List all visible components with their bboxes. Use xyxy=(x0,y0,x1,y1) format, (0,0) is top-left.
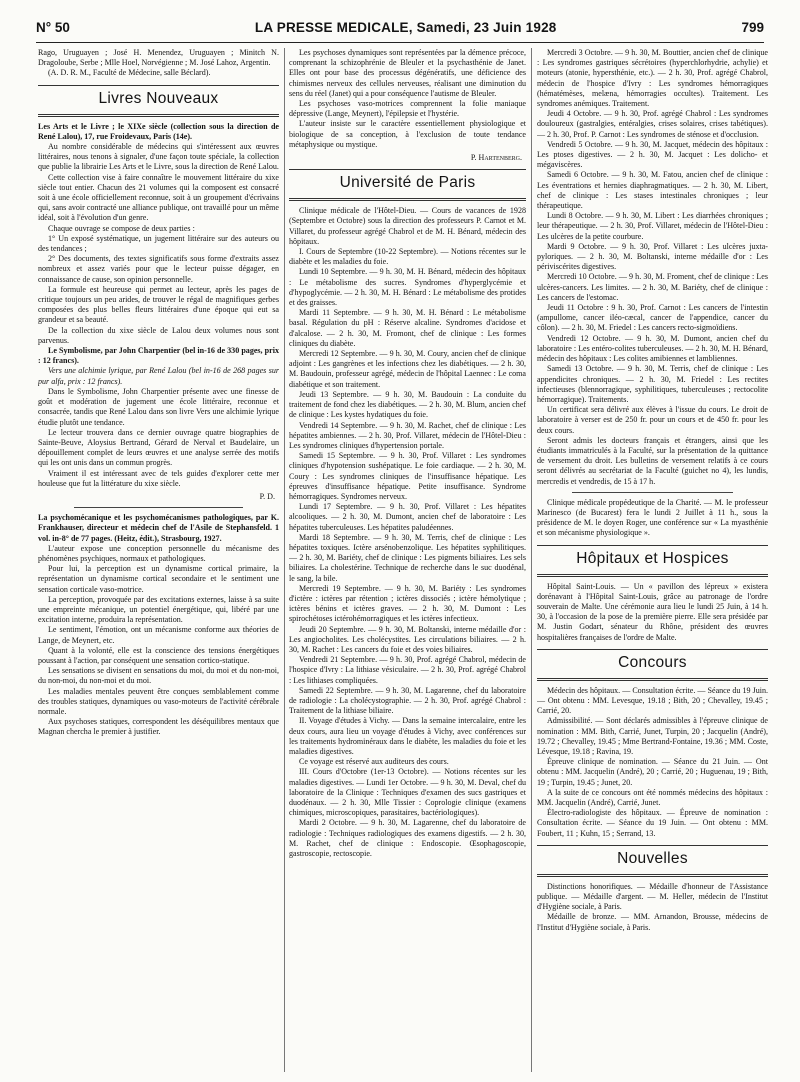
paragraph: Cette collection vise à faire connaître le mouvement littéraire du xixe siècle tout entier. Chacun des 21 volumes qui la composent est consacré soit à une école officiellement reconnue, soit à un groupement d'écrivains qui, sans avoir contracté une alliance publique, ont travaillé pour un même idéal, soit à l'évolution d'un genre. xyxy=(38,172,279,223)
paragraph: Épreuve clinique de nomination. — Séance du 21 Juin. — Ont obtenu : MM. Jacquelin (André), 20 ; Carrié, 20 ; Huguenau, 19 ; Bith, 19 ; Turpin, 19.45 ; Junet, 20. xyxy=(537,757,768,787)
paragraph: Le Symbolisme, par John Charpentier (bel in-16 de 330 pages, prix : 12 francs). xyxy=(38,346,279,366)
divider xyxy=(38,85,279,86)
paragraph: Au nombre considérable de médecins qui s'intéressent aux œuvres littéraires, nous tenons à signaler, d'une façon toute spéciale, la collection que publie la librairie Les Arts et le Livre, sous la direction de René Lalou. xyxy=(38,142,279,172)
schedule-entry: Jeudi 20 Septembre. — 9 h. 30, M. Boltanski, interne médaille d'or : Les angiocholites. Les cholécystites. Les circulations biliaires. — 2 h. 30, M. Rachet : Les cancers du foie et des voies biliaires. xyxy=(289,624,526,654)
schedule-entry: Mercredi 12 Septembre. — 9 h. 30, M. Coury, ancien chef de clinique adjoint : Les gangrènes et les infections chez les diabétiques. — 2 h. 30, M. Baudouin, professeur agrégé, médecin de l'hôpital Laennec : Le coma diabétique et son traitement. xyxy=(289,349,526,389)
paragraph: Les maladies mentales peuvent être conçues semblablement comme des troubles statiques, dynamiques ou vaso-moteurs de l'activité cérébrale normale. xyxy=(38,686,279,716)
section-title-livres: Livres Nouveaux xyxy=(98,89,219,107)
divider xyxy=(537,874,768,877)
header-rule xyxy=(36,42,764,43)
paragraph: Clinique médicale de l'Hôtel-Dieu. — Cours de vacances de 1928 (Septembre et Octobre) sous la direction des professeurs P. Carnot et M. Villaret, du professeur agrégé Chabrol et de M. H. Bénard, médecin des hôpitaux. xyxy=(289,206,526,246)
signature: P. D. xyxy=(259,491,275,501)
signature: P. Hartenberg. xyxy=(470,153,522,163)
schedule-entry: Mercredi 10 Octobre. — 9 h. 30, M. Froment, chef de clinique : Les ulcères-cancers. Les limites. — 2 h. 30, M. Bariéty, chef de clinique : Les cancers de l'estomac. xyxy=(537,272,768,302)
masthead-title: LA PRESSE MEDICALE, Samedi, 23 Juin 1928 xyxy=(254,20,557,35)
schedule-entry: Mardi 11 Septembre. — 9 h. 30, M. H. Bénard : Le métabolisme basal. Régulation du pH : Réserve alcaline. Syndromes d'acidose et d'alcalose. — 2 h. 30, M. Fromont, chef de clinique : Les formes cliniques du diabète. xyxy=(289,308,526,348)
divider xyxy=(289,169,526,170)
paragraph: La formule est heureuse qui permet au lecteur, après les pages de critique toujours un peu arides, de trouver le régal de magnifiques gerbes composées des plus belles fleurs littéraires d'une époque qui eut sa grandeur et sa beauté. xyxy=(38,284,279,325)
column-separator xyxy=(284,48,285,1072)
schedule-entry: Lundi 10 Septembre. — 9 h. 30, M. H. Bénard, médecin des hôpitaux : Le métabolisme des sucres. Syndromes d'hyperglycémie et d'hypoglycémie. — 2 h. 30, M. H. Bénard : Le métabolisme des protides et des graisses. xyxy=(289,267,526,308)
divider xyxy=(572,492,734,493)
paragraph: Quant à la volonté, elle est la conscience des tensions énergétiques poussant à l'action, par conséquent une sensation cortico-statique. xyxy=(38,645,279,665)
schedule-entry: Mardi 18 Septembre. — 9 h. 30, M. Terris, chef de clinique : Les hépatites toxiques. Ictère arsénobenzolique. Les hépatites syphilitiques. — 2 h. 30, M. Bariéty, chef de clinique : Les pigments biliaires. Les sels biliaires. La cholestérine. Technique de recherche dans le suc duodénal, le sang, la bile. xyxy=(289,532,526,583)
paragraph: Vers une alchimie lyrique, par René Lalou (bel in-16 de 268 pages sur pur alfa, prix : 12 francs). xyxy=(38,366,279,386)
schedule-entry: Vendredi 12 Octobre. — 9 h. 30, M. Dumont, ancien chef du laboratoire : Les entéro-colites tuberculeuses. — 2 h. 30, M. H. Bénard, médecin des hôpitaux : Les colites amibiennes et lambliennes. xyxy=(537,333,768,364)
paragraph: Le sentiment, l'émotion, ont un mécanisme conforme aux théories de Lange, de Meynert, etc. xyxy=(38,625,279,645)
paragraph: Vraiment il est intéressant avec de tels guides d'explorer cette mer houleuse que fut la littérature du xixe siècle. xyxy=(38,468,279,488)
paragraph: Les psychoses vaso-motrices comprennent la folie maniaque dépressive (Lange, Meynert), l'épilepsie et l'hystérie. xyxy=(289,99,526,119)
column-3 xyxy=(537,48,768,1074)
paragraph: Dans le Symbolisme, John Charpentier présente avec une finesse de goût et modération de jugement une école littéraire, reconnue et consacrée, tandis que René Lalou dans son livre Vers une alchimie lyrique étudie plutôt une tendance. xyxy=(38,386,279,427)
page-header xyxy=(36,20,764,42)
schedule-entry: Jeudi 4 Octobre. — 9 h. 30, Prof. agrégé Chabrol : Les syndromes douloureux (gastralgies, entéralgies, crises solaires, crises tabétiques). — 2 h. 30, Prof. P. Carnot : Les syndromes de sténose et d'occlusion. xyxy=(537,109,768,139)
paragraph: Distinctions honorifiques. — Médaille d'honneur de l'Assistance publique. — Médaille d'argent. — M. Heller, médecin de l'Institut d'Hygiène sociale, à Paris. xyxy=(537,881,768,912)
schedule-entry: Vendredi 14 Septembre. — 9 h. 30, M. Rachet, chef de clinique : Les hépatites ambiennes. — 2 h. 30, Prof. Villaret, médecin de l'Hôtel-Dieu : Les syndromes cliniques d'hypertension portale. xyxy=(289,420,526,450)
paragraph: Un certificat sera délivré aux élèves à l'issue du cours. Le droit de laboratoire à verser est de 250 fr. pour un cours et de 450 fr. pour les deux cours. xyxy=(537,405,768,435)
paragraph: Médecin des hôpitaux. — Consultation écrite. — Séance du 19 Juin. — Ont obtenu : MM. Levesque, 19.18 ; Bith, 20 ; Chevalley, 19.45 ; Carrié, 20. xyxy=(537,685,768,716)
paragraph: Pour lui, la perception est un dynamisme cortical primaire, la représentation un dynamisme cortical secondaire et le sentiment une sensation corticale vaso-motrice. xyxy=(38,564,279,594)
paragraph: 1° Un exposé systématique, un jugement littéraire sur des auteurs ou des tendances ; xyxy=(38,233,279,254)
schedule-entry: Samedi 6 Octobre. — 9 h. 30, M. Fatou, ancien chef de clinique : Les éventrations et hernies diaphragmatiques. — 2 h. 30, M. Libert, chef de clinique : Les stases intestinales chroniques ; leur thérapeutique. xyxy=(537,170,768,211)
paragraph: Seront admis les docteurs français et étrangers, ainsi que les étudiants immatriculés à la Faculté, sur la présentation de la quittance de versement du droit. Les bulletins de versement relatifs à ce cours seront délivrés au secrétariat de la Faculté (guichet no 4), les lundis, mercredis et vendredis, de 15 à 17 h. xyxy=(537,435,768,486)
paragraph: L'auteur expose une conception personnelle du mécanisme des phénomènes psychiques, normaux et pathologiques. xyxy=(38,543,279,563)
paragraph: Médaille de bronze. — MM. Arnandon, Brousse, médecins de l'Institut d'Hygiène sociale, à Paris. xyxy=(537,912,768,932)
paragraph: Ce voyage est réservé aux auditeurs des cours. xyxy=(299,757,449,767)
schedule-entry: Vendredi 5 Octobre. — 9 h. 30, M. Jacquet, médecin des hôpitaux : Les ptoses digestives. — 2 h. 30, M. Jacquet : Les dolicho- et mégaviscères. xyxy=(537,139,768,170)
paragraph: 2° Des documents, des textes significatifs sous forme d'extraits assez nombreux et assez variés pour que le lecteur puisse dégager, en connaissance de cause, son opinion personnelle. xyxy=(38,254,279,284)
schedule-entry: Jeudi 13 Septembre. — 9 h. 30, M. Baudouin : La conduite du traitement de fond chez les diabétiques. — 2 h. 30, M. Blum, ancien chef de clinique : Les kystes hydatiques du foie. xyxy=(289,389,526,420)
paragraph: Chaque ouvrage se compose de deux parties : xyxy=(48,223,195,233)
section-title-hopitaux: Hôpitaux et Hospices xyxy=(576,549,729,567)
intro-text: (A. D. R. M., Faculté de Médecine, salle Béclard). xyxy=(48,68,211,78)
divider xyxy=(38,114,279,117)
issue-number: N° 50 xyxy=(36,20,70,35)
paragraph: II. Voyage d'études à Vichy. — Dans la semaine intercalaire, entre les deux cours, aura lieu un voyage d'études à Vichy, avec conférences sur les traitements hydrominéraux dans le diabète, les maladies du foie et les maladies digestives. xyxy=(289,716,526,756)
paragraph: Admissibilité. — Sont déclarés admissibles à l'épreuve clinique de nomination : MM. Bith, Carrié, Junet, Turpin, 20 ; Jacquelin (André), 19.72 ; Chevalley, 19.45 ; Mme Bertrand-Fontaine, 19.36 ; MM. Coste, Lévesque, 19.18 ; Ravina, 19. xyxy=(537,716,768,756)
book-title: Les Arts et le Livre ; le XIXe siècle (collection sous la direction de René Lalou), 17, rue Froidevaux, Paris (14e). xyxy=(38,121,279,141)
column-separator xyxy=(531,48,532,1072)
divider xyxy=(537,678,768,681)
paragraph: La perception, provoquée par des excitations externes, laisse à sa suite une empreinte mécanique, un potentiel énergétique, qui, libéré par une excitation interne, produira la représentation. xyxy=(38,594,279,625)
paragraph: III. Cours d'Octobre (1er-13 Octobre). — Notions récentes sur les maladies digestives. — Lundi 1er Octobre. — 9 h. 30, M. Deval, chef du laboratoire de la Clinique : Techniques d'examen des sucs gastriques et duodénaux. — 2 h. 30, Mlle Tissier : Coprologie clinique (examens chimiques, microscopiques, parasitaires, bactériologiques). xyxy=(289,767,526,818)
schedule-entry: Jeudi 11 Octobre : 9 h. 30, Prof. Carnot : Les cancers de l'intestin (ampullome, cancer iléo-cæcal, cancer de l'appendice, cancer du côlon). — 2 h. 30, M. Friedel : Les cancers recto-sigmoïdiens. xyxy=(537,303,768,333)
intro-text: Rago, Uruguayen ; José H. Menendez, Uruguayen ; Minitch N. Dragoloube, Serbe ; Mlle Hoel, Norvégienne ; M. José Lahoz, Argentin. xyxy=(38,48,279,68)
schedule-entry: Mardi 2 Octobre. — 9 h. 30, M. Lagarenne, chef du laboratoire de radiologie : Techniques radiologiques des examens digestifs. — 2 h. 30, M. Rachet, chef de clinique : Endoscopie. Œsophagoscopie, gastroscopie, rectoscopie. xyxy=(289,818,526,859)
book-title: La psychomécanique et les psychomécanismes pathologiques, par K. Frankhauser, directeur et médecin chef de l'Asile de Stephansfeld. 1 vol. in-8° de 77 pages. (Heitz, édit.), Strasbourg, 1927. xyxy=(38,513,279,543)
schedule-entry: Samedi 13 Octobre. — 9 h. 30, M. Terris, chef de clinique : Les appendicites chroniques. — 2 h. 30, M. Friedel : Les rectites infectieuses (blennorragique, syphilitiques, tuberculeuses ; rectocolite hémorragique). Traitements. xyxy=(537,364,768,404)
paragraph: De la collection du xixe siècle de Lalou deux volumes nous sont parvenus. xyxy=(38,325,279,345)
section-title-nouvelles: Nouvelles xyxy=(617,849,688,867)
column-2 xyxy=(289,48,526,1074)
paragraph: A la suite de ce concours ont été nommés médecins des hôpitaux : MM. Jacquelin (André), Carrié, Junet. xyxy=(537,787,768,807)
paragraph: Clinique médicale propédeutique de la Charité. — M. le professeur Marinesco (de Bucarest) fera le lundi 2 Juillet à 11 h., sous la présidence de M. le doyen Roger, une conférence sur « La myasthénie et son mécanisme physiologique ». xyxy=(537,497,768,538)
schedule-entry: Samedi 15 Septembre. — 9 h. 30, Prof. Villaret : Les syndromes cliniques d'hypotension sushépatique. Le foie cardiaque. — 2 h. 30, M. Coury : Les syndromes cliniques de l'insuffisance hépatique. Les épreuves d'insuffisance hépatique. Petite insuffisance. Syndrome hémorragiques. Syndromes nerveux. xyxy=(289,451,526,501)
paragraph: L'auteur insiste sur le caractère essentiellement physiologique et biologique de sa conception, à l'exclusion de toute tendance métaphysique ou mystique. xyxy=(289,119,526,149)
divider xyxy=(537,545,768,546)
paragraph: Aux psychoses statiques, correspondent les déséquilibres mentaux que Magnan chercha le premier à justifier. xyxy=(38,717,279,737)
divider xyxy=(537,845,768,846)
section-title-concours: Concours xyxy=(618,653,687,671)
divider xyxy=(537,574,768,577)
paragraph: Électro-radiologiste des hôpitaux. — Épreuve de nomination : Consultation écrite. — Séance du 19 Juin. — Ont obtenu : MM. Foubert, 11 ; Kuhn, 15 ; Serrand, 13. xyxy=(537,808,768,838)
divider xyxy=(289,198,526,201)
paragraph: Le lecteur trouvera dans ce dernier ouvrage quatre biographies de Sainte-Beuve, Aloysius Bertrand, Gérard de Nerval et Baudelaire, un dépouillement complet de leurs œuvres et une analyse serrée des motifs qui les ont unis dans un commun progrès. xyxy=(38,427,279,468)
schedule-entry: Lundi 8 Octobre. — 9 h. 30, M. Libert : Les diarrhées chroniques ; leur thérapeutique. — 2 h. 30, Prof. Villaret, médecin de l'Hôtel-Dieu : Les ulcères de la petite courbure. xyxy=(537,211,768,241)
paragraph: Les sensations se divisent en sensations du moi, du moi et du non-moi, du non-moi, du non-moi et du moi. xyxy=(38,666,279,686)
divider xyxy=(537,649,768,650)
column-1 xyxy=(38,48,279,1074)
schedule-entry: Mardi 9 Octobre. — 9 h. 30, Prof. Villaret : Les ulcères juxta-pyloriques. — 2 h. 30, M. Boltanski, interne médaille d'or : Les périviscérites digestives. xyxy=(537,241,768,272)
section-title-universite: Université de Paris xyxy=(339,174,476,192)
paragraph: I. Cours de Septembre (10-22 Septembre). — Notions récentes sur le diabète et les maladies du foie. xyxy=(289,247,526,267)
schedule-entry: Mercredi 3 Octobre. — 9 h. 30, M. Bouttier, ancien chef de clinique : Les syndromes gastriques sécrétoires (hyperchlorhydrie, achylie) et moteurs (atonie, hypersthénie, etc.). — 2 h. 30, Prof. agrégé Chabrol, médecin de l'hospice d'Ivry : Les syndromes hémorragiques (hématémèses, melæna, hémorragies occultes). Traitement. Les syndromes anémiques. Traitement. xyxy=(537,48,768,109)
paragraph: Hôpital Saint-Louis. — Un « pavillon des lépreux » existera dorénavant à l'Hôpital Saint-Louis, grâce au patronage de l'ordre souverain de Malte. Une cérémonie aura lieu le lundi 25 Juin, à 14 h. 30, à l'occasion de la pose de la première pierre. Elle sera présidée par M. Justin Godart, sénateur du Rhône, président des œuvres hospitalières françaises de l'ordre de Malte. xyxy=(537,581,768,642)
divider xyxy=(74,507,243,508)
schedule-entry: Vendredi 21 Septembre. — 9 h. 30, Prof. agrégé Chabrol, médecin de l'hospice d'Ivry : La lithiase vésiculaire. — 2 h. 30, Prof. agrégé Chabrol : Les lithiases compliquées. xyxy=(289,655,526,685)
schedule-entry: Mercredi 19 Septembre. — 9 h. 30, M. Bariéty : Les syndromes d'ictère : ictères par rétention ; ictères dissociés ; ictère hémolytique ; ictères bénins et ictères graves. — 2 h. 30, M. Dumont : Les spirochétoses ictérohémorragiques et les ictères infectieux. xyxy=(289,583,526,624)
page-number: 799 xyxy=(741,20,764,35)
paragraph: Les psychoses dynamiques sont représentées par la démence précoce, comprenant la schizophrénie de Bleuler et la psychasthénie de Janet. Elles ont pour base des processus dégénératifs, une déficience des chimismes nerveux des cellules nerveuses, réalisant une diminution du sens du réel (Janet) qui a pour conséquence l'autisme de Bleuler. xyxy=(289,48,526,98)
schedule-entry: Samedi 22 Septembre. — 9 h. 30, M. Lagarenne, chef du laboratoire de radiologie : La cholécystographie. — 2 h. 30, Prof. agrégé Chabrol : Traitement de la lithiase biliaire. xyxy=(289,685,526,716)
schedule-entry: Lundi 17 Septembre. — 9 h. 30, Prof. Villaret : Les hépatites alcooliques. — 2 h. 30, M. Dumont, ancien chef de laboratoire : Les hépatites tuberculeuses. Les hépatites paludéennes. xyxy=(289,502,526,532)
